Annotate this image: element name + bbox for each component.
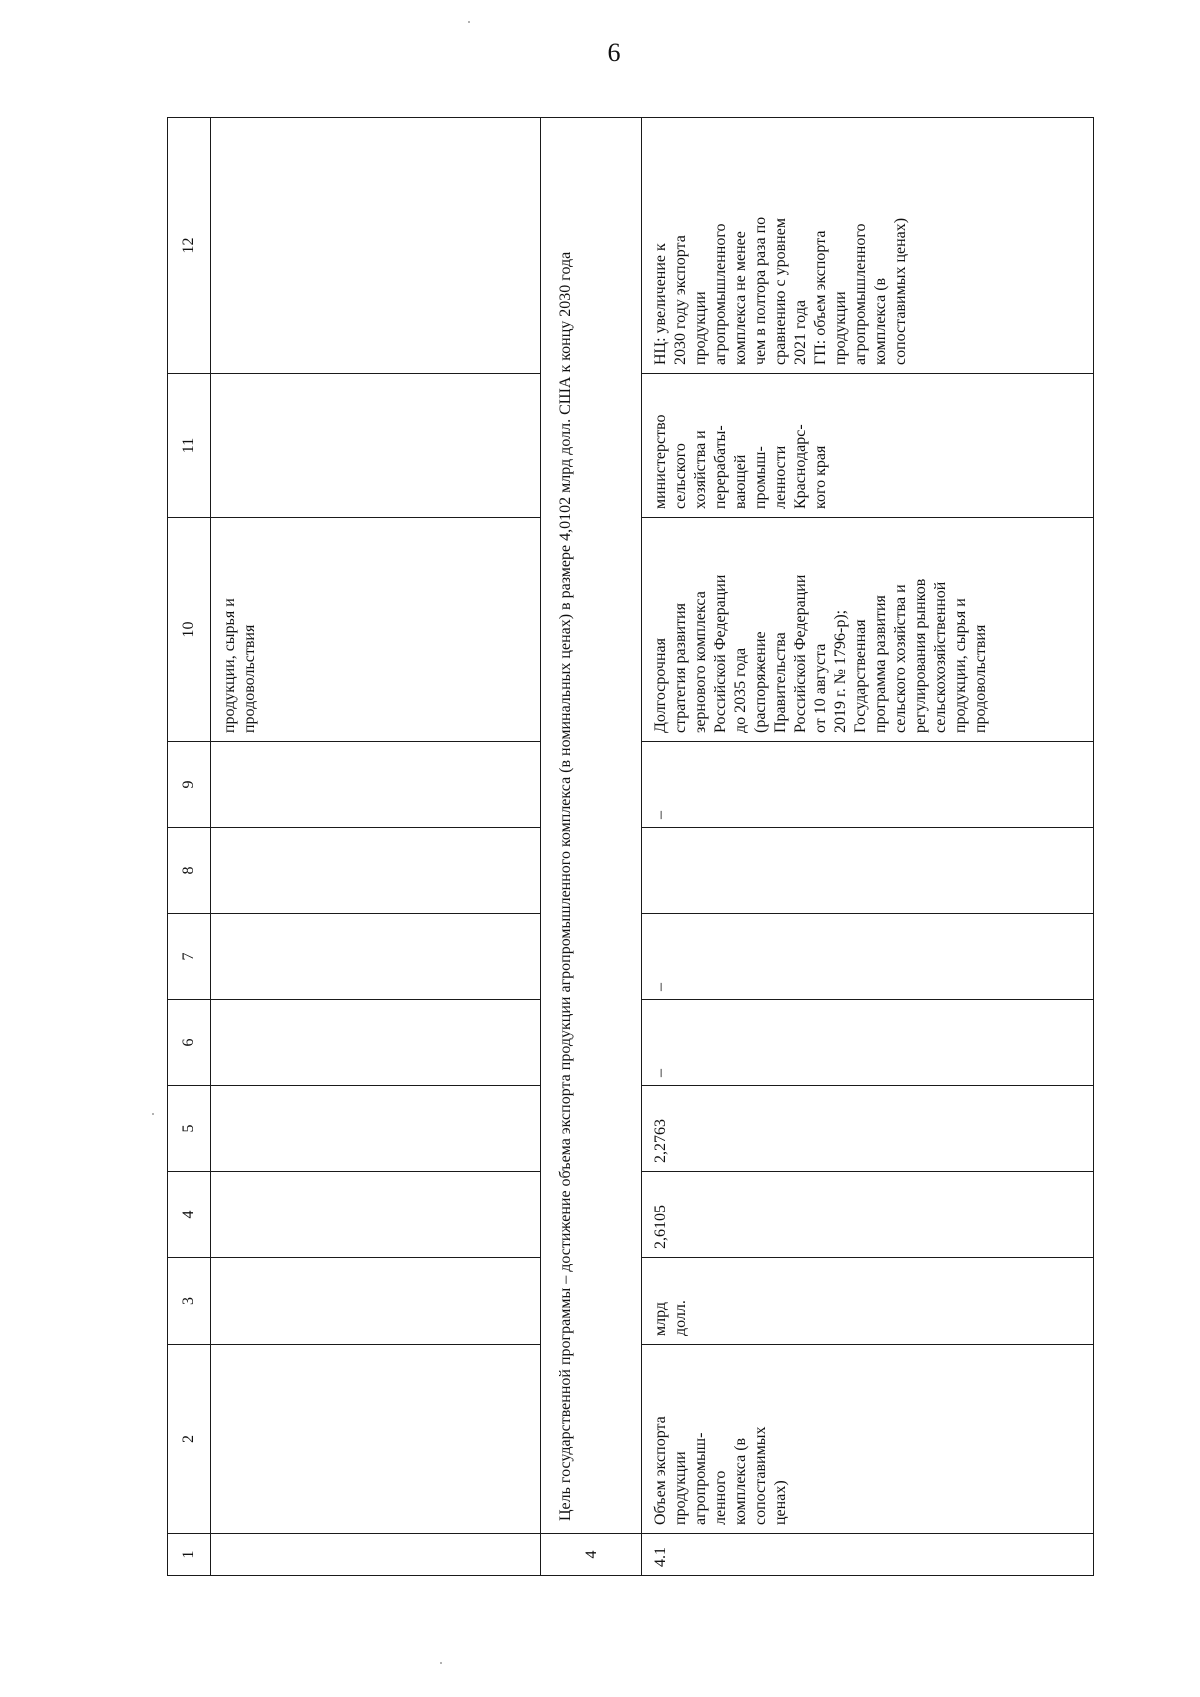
text-line: 2030 году экспорта bbox=[672, 235, 689, 365]
text-line: 2021 года bbox=[792, 300, 809, 365]
document-basis-cell bbox=[642, 518, 1094, 742]
text-line: агропромыш- bbox=[692, 1432, 709, 1525]
text-line: продукции bbox=[692, 291, 709, 365]
goal-text: Цель государственной программы – достижение объема экспорта продукции агропромышленного комплекса (в номинальных ценах) в размере 4,0102 млрд долл. США к концу 2030 года bbox=[541, 118, 642, 1534]
indicators-table bbox=[167, 117, 1094, 1576]
text-line: продукции bbox=[672, 1451, 689, 1525]
table-cell bbox=[211, 1172, 541, 1258]
text-line: Краснодарс- bbox=[792, 424, 809, 509]
value-cell: – bbox=[642, 1000, 1094, 1086]
text-line: долл. bbox=[672, 1300, 689, 1336]
text-line: программа развития bbox=[872, 595, 889, 733]
value-cell: 2,6105 bbox=[642, 1172, 1094, 1258]
text-line: агропромышленного bbox=[712, 223, 729, 365]
text-line: сельского хозяйства и bbox=[892, 584, 909, 733]
text-line: Долгосрочная bbox=[652, 637, 669, 733]
col-number: 3 bbox=[168, 1258, 211, 1345]
table-cell bbox=[211, 1000, 541, 1086]
text-line: сравнению с уровнем bbox=[772, 218, 789, 365]
table-cell bbox=[211, 914, 541, 1000]
text-line: сельскохозяйственной bbox=[932, 581, 949, 733]
indicator-name bbox=[642, 1345, 1094, 1534]
text-line: продовольствия bbox=[241, 624, 258, 733]
page-number: 6 bbox=[607, 38, 621, 67]
goal-number: 4 bbox=[541, 1534, 642, 1576]
scan-speck bbox=[440, 1662, 442, 1664]
text-line: комплекса (в bbox=[872, 277, 889, 365]
text-line: вающей bbox=[732, 454, 749, 509]
col-number: 12 bbox=[168, 118, 211, 374]
text-line: 2019 г. № 1796-р); bbox=[832, 609, 849, 733]
table-cell bbox=[211, 1258, 541, 1345]
text-line: агропромышленного bbox=[852, 223, 869, 365]
value-cell bbox=[642, 828, 1094, 914]
table-cell bbox=[211, 118, 541, 374]
text-line: продукции, сырья и bbox=[221, 598, 238, 733]
table-cell bbox=[211, 828, 541, 914]
unit-cell bbox=[642, 1258, 1094, 1345]
continued-text-cell bbox=[211, 518, 541, 742]
text-line: регулирования рынков bbox=[912, 578, 929, 733]
text-line: Российской Федерации bbox=[712, 574, 729, 733]
indicator-number: 4.1 bbox=[642, 1534, 1094, 1576]
linked-goals-cell bbox=[642, 118, 1094, 374]
text-line: ленного bbox=[712, 1470, 729, 1525]
continuation-row bbox=[211, 118, 541, 1576]
text-line: чем в полтора раза по bbox=[752, 216, 769, 365]
text-line: ГП: объем экспорта bbox=[812, 230, 829, 365]
indicator-row bbox=[642, 118, 1094, 1576]
text-line: сопоставимых bbox=[752, 1426, 769, 1525]
col-number: 10 bbox=[168, 518, 211, 742]
value-cell: – bbox=[642, 742, 1094, 828]
text-line: Государственная bbox=[852, 619, 869, 733]
value-cell: 2,2763 bbox=[642, 1086, 1094, 1172]
col-number: 1 bbox=[168, 1534, 211, 1576]
col-number: 9 bbox=[168, 742, 211, 828]
table-cell bbox=[211, 742, 541, 828]
text-line: Объем экспорта bbox=[652, 1416, 669, 1525]
text-line: ленности bbox=[772, 445, 789, 509]
text-line: сопоставимых ценах) bbox=[892, 217, 909, 365]
table-cell bbox=[211, 1086, 541, 1172]
value-cell: – bbox=[642, 914, 1094, 1000]
col-number: 7 bbox=[168, 914, 211, 1000]
goal-row bbox=[541, 118, 642, 1576]
table-cell bbox=[211, 1345, 541, 1534]
scan-speck bbox=[152, 1113, 154, 1115]
col-number: 2 bbox=[168, 1345, 211, 1534]
text-line: стратегия развития bbox=[672, 602, 689, 733]
col-number: 11 bbox=[168, 374, 211, 518]
text-line: перерабаты- bbox=[712, 425, 729, 509]
text-line: зернового комплекса bbox=[692, 591, 709, 733]
text-line: сельского bbox=[672, 443, 689, 509]
col-number: 4 bbox=[168, 1172, 211, 1258]
responsible-executor-cell bbox=[642, 374, 1094, 518]
text-line: Правительства bbox=[772, 632, 789, 733]
text-line: комплекса не менее bbox=[732, 231, 749, 365]
text-line: ценах) bbox=[772, 1480, 789, 1525]
column-numbers-row bbox=[168, 118, 211, 1576]
table-cell bbox=[211, 1534, 541, 1576]
text-line: НЦ: увеличение к bbox=[652, 243, 669, 365]
text-line: министерство bbox=[652, 414, 669, 509]
rotated-table-container bbox=[167, 118, 1094, 1576]
col-number: 5 bbox=[168, 1086, 211, 1172]
table-cell bbox=[211, 374, 541, 518]
text-line: от 10 августа bbox=[812, 643, 829, 733]
text-line: (распоряжение bbox=[752, 631, 769, 733]
text-line: продукции, сырья и bbox=[952, 598, 969, 733]
text-line: млрд bbox=[652, 1301, 669, 1336]
text-line: до 2035 года bbox=[732, 647, 749, 733]
text-line: промыш- bbox=[752, 446, 769, 509]
text-line: продукции bbox=[832, 291, 849, 365]
col-number: 6 bbox=[168, 1000, 211, 1086]
text-line: комплекса (в bbox=[732, 1437, 749, 1525]
text-line: Российской Федерации bbox=[792, 574, 809, 733]
col-number: 8 bbox=[168, 828, 211, 914]
text-line: хозяйства и bbox=[692, 430, 709, 509]
scan-speck bbox=[468, 21, 470, 23]
text-line: продовольствия bbox=[972, 624, 989, 733]
text-line: кого края bbox=[812, 445, 829, 509]
